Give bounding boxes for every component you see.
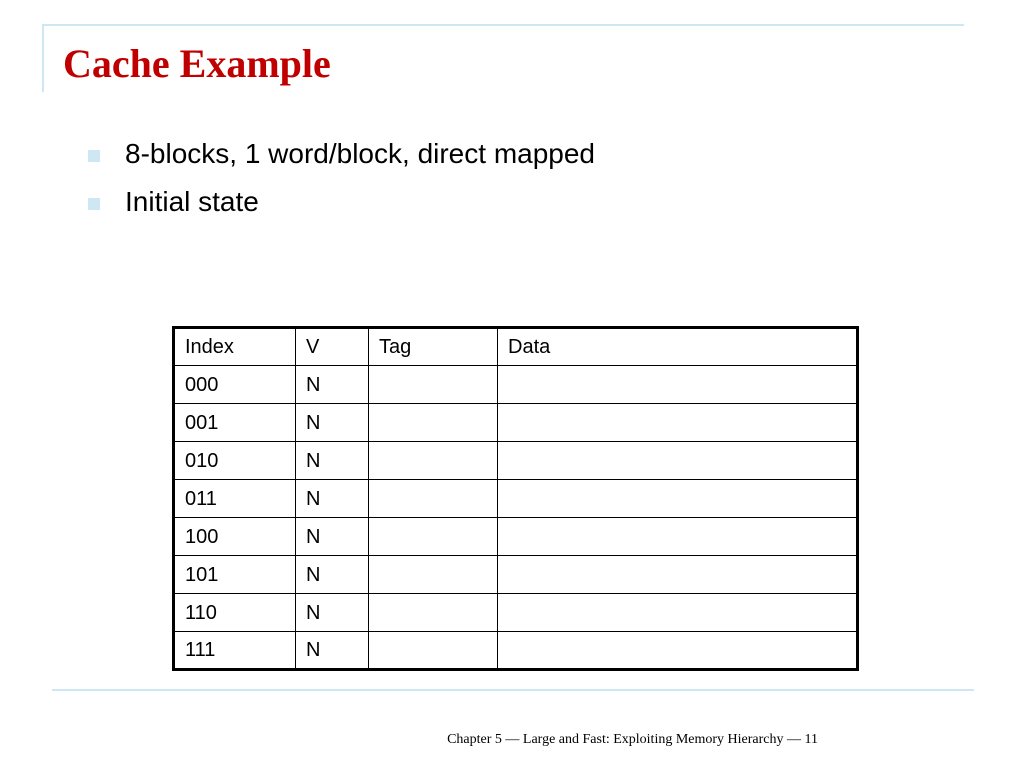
cell-data: [498, 594, 858, 632]
cell-valid: N: [296, 632, 369, 670]
cell-index: 011: [174, 480, 296, 518]
square-bullet-icon: [88, 150, 100, 162]
cell-index: 001: [174, 404, 296, 442]
cell-valid: N: [296, 442, 369, 480]
cell-data: [498, 518, 858, 556]
cell-valid: N: [296, 556, 369, 594]
cell-index: 010: [174, 442, 296, 480]
cell-data: [498, 556, 858, 594]
cell-data: [498, 366, 858, 404]
title-top-rule: [42, 24, 964, 26]
cell-valid: N: [296, 518, 369, 556]
column-header-tag: Tag: [369, 328, 498, 366]
table-row: [174, 518, 858, 556]
cell-data: [498, 480, 858, 518]
cell-tag: [369, 442, 498, 480]
table-header-row: [174, 328, 858, 366]
cell-index: 101: [174, 556, 296, 594]
cell-tag: [369, 518, 498, 556]
cell-data: [498, 404, 858, 442]
cell-index: 000: [174, 366, 296, 404]
cell-tag: [369, 632, 498, 670]
table-row: [174, 632, 858, 670]
cell-tag: [369, 404, 498, 442]
bullet-text: Initial state: [125, 186, 259, 217]
cell-valid: N: [296, 480, 369, 518]
slide-title: Cache Example: [63, 41, 331, 86]
table-row: [174, 480, 858, 518]
column-header-index: Index: [174, 328, 296, 366]
column-header-valid: V: [296, 328, 369, 366]
footer-rule: [52, 689, 974, 691]
table-row: [174, 594, 858, 632]
cell-tag: [369, 556, 498, 594]
table-row: [174, 556, 858, 594]
cell-valid: N: [296, 404, 369, 442]
square-bullet-icon: [88, 198, 100, 210]
cache-table: [172, 326, 859, 671]
column-header-data: Data: [498, 328, 858, 366]
title-side-rule: [42, 26, 44, 92]
cell-data: [498, 442, 858, 480]
cell-tag: [369, 480, 498, 518]
cell-valid: N: [296, 594, 369, 632]
table-row: [174, 442, 858, 480]
cell-tag: [369, 366, 498, 404]
cell-data: [498, 632, 858, 670]
cell-index: 111: [174, 632, 296, 670]
cell-valid: N: [296, 366, 369, 404]
bullet-text: 8-blocks, 1 word/block, direct mapped: [125, 138, 595, 169]
cell-index: 110: [174, 594, 296, 632]
table-row: [174, 404, 858, 442]
cell-tag: [369, 594, 498, 632]
slide-footer: Chapter 5 — Large and Fast: Exploiting Memory Hierarchy — 11: [447, 732, 818, 747]
cell-index: 100: [174, 518, 296, 556]
table-row: [174, 366, 858, 404]
